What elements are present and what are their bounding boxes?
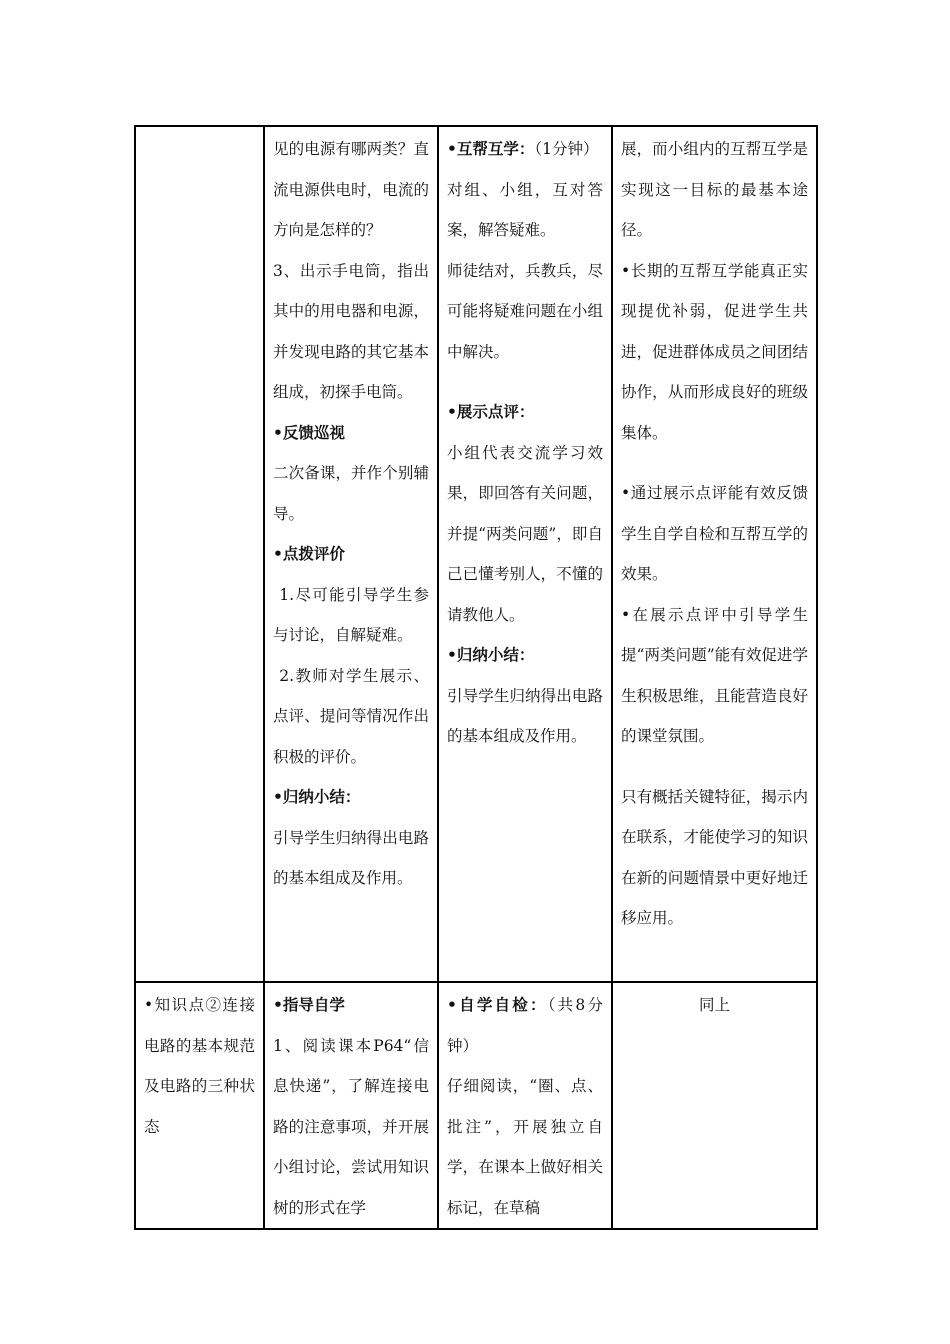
table-row [135,982,817,1229]
row2-design-intent-cell [612,982,817,1229]
row2-topic-cell [135,982,264,1229]
paragraph: 小组代表交流学习效果，即回答有关问题，并提“两类问题”，即自己已懂考别人，不懂的请教他人。 [447,443,603,624]
paragraph: 引导学生归纳得出电路的基本组成及作用。 [273,828,429,887]
paragraph: •通过展示点评能有效反馈学生自学自检和互帮互学的效果。 [621,484,808,583]
row2-teacher-activity-cell [264,982,438,1229]
paragraph: 见的电源有哪两类？直流电源供电时，电流的方向是怎样的？ [273,140,429,239]
row1-teacher-activity-cell [264,126,438,982]
paragraph: 对组、小组，互对答案，解答疑难。 [447,180,603,239]
section-heading: •展示点评： [447,403,535,421]
paragraph: 1、阅读课本P64“信息快递”，了解连接电路的注意事项，并开展小组讨论，尝试用知识树的形式在学 [273,1036,429,1217]
section-heading: •归纳小结： [273,788,361,806]
section-heading: •互帮互学：（1分钟） [447,140,599,158]
paragraph: 仔细阅读，“圈、点、批注”，开展独立自学，在课本上做好相关标记，在草稿 [447,1077,603,1217]
paragraph: •知识点②连接电路的基本规范及电路的三种状态 [144,996,255,1136]
section-heading: •反馈巡视 [273,423,345,442]
paragraph: 展，而小组内的互帮互学是实现这一目标的最基本途径。 [621,140,808,239]
section-heading: •指导自学 [273,996,345,1014]
lesson-plan-table [134,125,818,1230]
row1-design-intent-cell [612,126,817,982]
paragraph: 3、出示手电筒，指出其中的用电器和电源，并发现电路的其它基本组成，初探手电筒。 [273,261,429,401]
paragraph: 1.尽可能引导学生参与讨论，自解疑难。 [273,585,429,644]
section-heading: •自学自检：（共8分钟） [447,996,603,1055]
row1-student-activity-cell [438,126,612,982]
row1-topic-cell [135,126,264,982]
paragraph: 只有概括关键特征，揭示内在联系，才能使学习的知识在新的问题情景中更好地迁移应用。 [621,787,808,927]
paragraph: 同上 [698,996,730,1014]
paragraph: 引导学生归纳得出电路的基本组成及作用。 [447,686,603,745]
paragraph: 二次备课，并作个别辅导。 [273,464,429,523]
row2-student-activity-cell [438,982,612,1229]
paragraph: 2.教师对学生展示、点评、提问等情况作出积极的评价。 [273,666,429,766]
paragraph: 师徒结对，兵教兵，尽可能将疑难问题在小组中解决。 [447,261,603,361]
section-heading: •归纳小结： [447,646,535,664]
paragraph: •在展示点评中引导学生提“两类问题”能有效促进学生积极思维，且能营造良好的课堂氛围。 [621,605,808,745]
paragraph: •长期的互帮互学能真正实现提优补弱，促进学生共进，促进群体成员之间团结协作，从而形成良好的班级集体。 [621,261,808,442]
table-row [135,126,817,982]
section-heading: •点拨评价 [273,545,345,563]
